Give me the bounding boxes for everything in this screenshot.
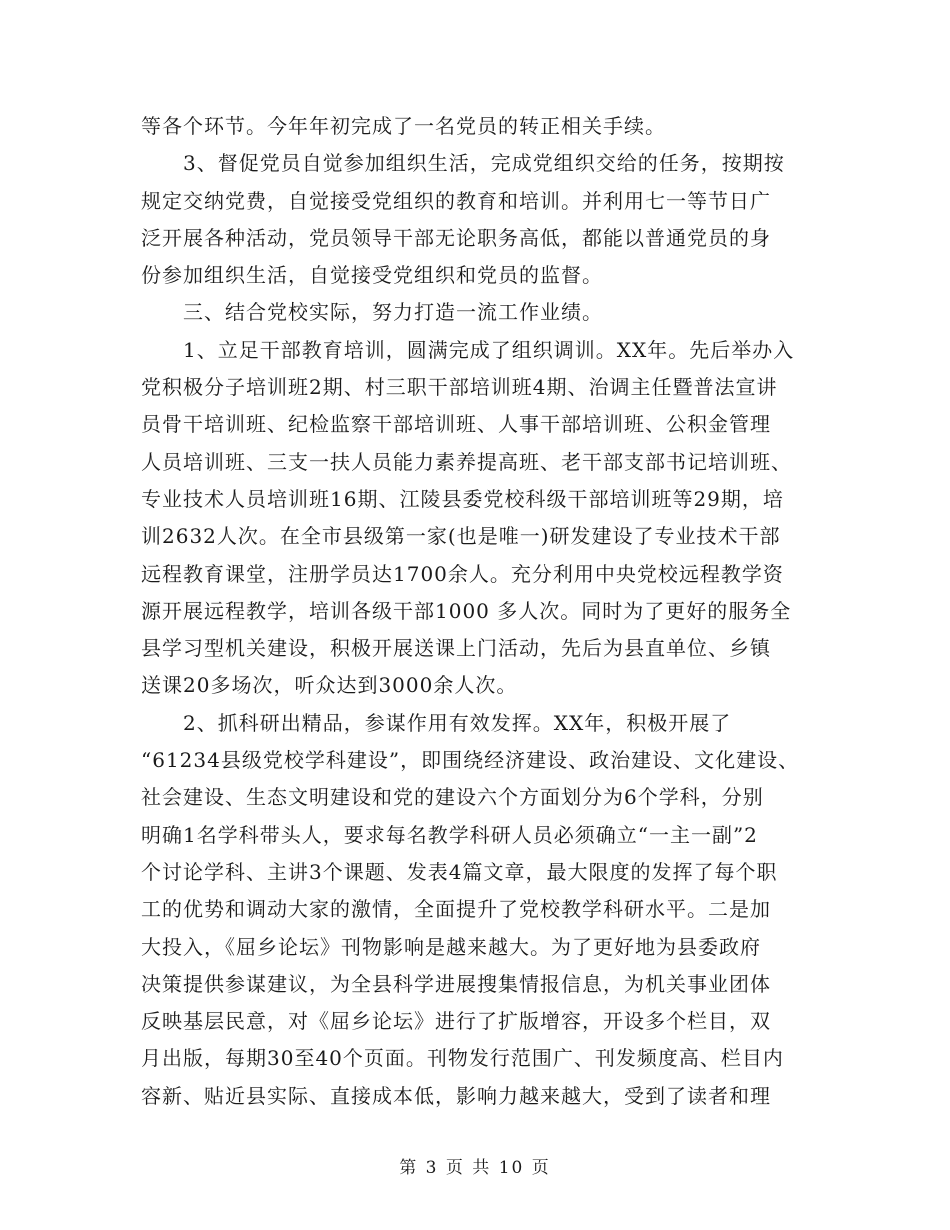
text-line: 社会建设、生态文明建设和党的建设六个方面划分为6个学科，分别 (141, 785, 764, 810)
document-body (141, 108, 831, 1115)
text-line: 容新、贴近县实际、直接成本低，影响力越来越大，受到了读者和理 (141, 1083, 771, 1108)
text-line: 工的优势和调动大家的激情，全面提升了党校教学科研水平。二是加 (141, 897, 771, 922)
text-line: 员骨干培训班、纪检监察干部培训班、人事干部培训班、公积金管理 (141, 412, 771, 437)
text-line: 党积极分子培训班2期、村三职干部培训班4期、治调主任暨普法宣讲 (141, 375, 778, 400)
text-line: 份参加组织生活，自觉接受党组织和党员的监督。 (141, 263, 603, 288)
text-line: 规定交纳党费，自觉接受党组织的教育和培训。并利用七一等节日广 (141, 188, 771, 213)
section-heading: 三、结合党校实际，努力打造一流工作业绩。 (183, 300, 603, 325)
text-line: 训2632人次。在全市县级第一家(也是唯一)研发建设了专业技术干部 (141, 524, 781, 549)
text-line: 泛开展各种活动，党员领导干部无论职务高低，都能以普通党员的身 (141, 225, 771, 250)
text-line: 反映基层民意，对《屈乡论坛》进行了扩版增容，开设多个栏目，双 (141, 1009, 771, 1034)
text-line: 2、抓科研出精品，参谋作用有效发挥。XX年，积极开展了 (183, 710, 732, 735)
text-line: 决策提供参谋建议，为全县科学进展搜集情报信息，为机关事业团体 (141, 971, 771, 996)
text-line: 专业技术人员培训班16期、江陵县委党校科级干部培训班等29期，培 (141, 486, 784, 511)
text-line: 明确1名学科带头人，要求每名教学科研人员必须确立“一主一副”2 (141, 822, 758, 847)
text-line: 1、立足干部教育培训，圆满完成了组织调训。XX年。先后举办入 (183, 337, 795, 362)
text-line: 大投入，《屈乡论坛》刊物影响是越来越大。为了更好地为县委政府 (141, 934, 761, 959)
text-line: 等各个环节。今年年初完成了一名党员的转正相关手续。 (141, 114, 666, 138)
text-line: 月出版，每期30至40个页面。刊物发行范围广、刊发频度高、栏目内 (141, 1046, 784, 1071)
text-line: 个讨论学科、主讲3个课题、发表4篇文章，最大限度的发挥了每个职 (141, 859, 778, 884)
text-line: “61234县级党校学科建设”，即围绕经济建设、政治建设、文化建设、 (141, 748, 800, 773)
text-line: 县学习型机关建设，积极开展送课上门活动，先后为县直单位、乡镇 (141, 636, 771, 661)
text-line: 3、督促党员自觉参加组织生活，完成党组织交给的任务，按期按 (183, 151, 785, 176)
text-line: 送课20多场次，听众达到3000余人次。 (141, 673, 518, 698)
text-line: 远程教育课堂，注册学员达1700余人。充分利用中央党校远程教学资 (141, 561, 784, 586)
text-line: 人员培训班、三支一扶人员能力素养提高班、老干部支部书记培训班、 (141, 449, 792, 474)
page-number: 第 3 页 共 10 页 (399, 1158, 551, 1178)
text-line: 源开展远程教学，培训各级干部1000 多人次。同时为了更好的服务全 (141, 598, 792, 623)
